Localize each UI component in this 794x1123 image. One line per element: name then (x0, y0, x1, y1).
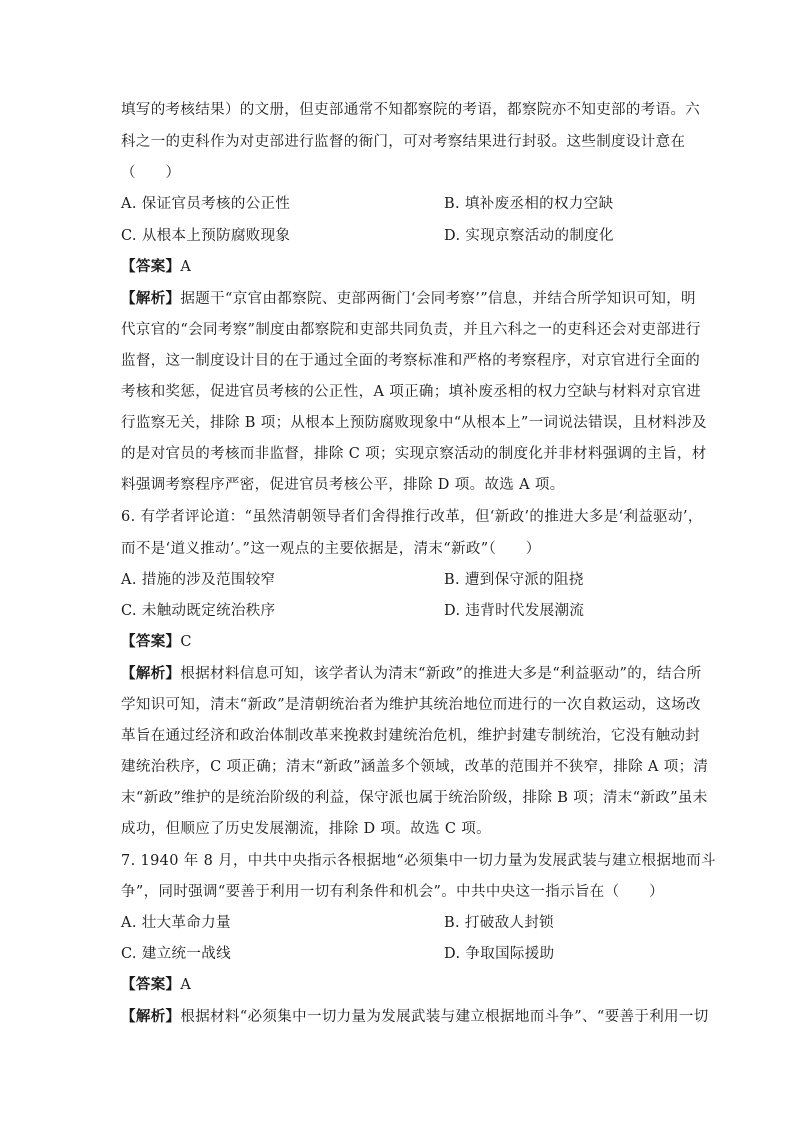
q5-option-b: B. 填补废丞相的权力空缺 (444, 196, 614, 212)
q5-analysis-line-2: 代京官的“会同考察”制度由都察院和吏部共同负责，并且六科之一的吏科还会对吏部进行 (121, 322, 701, 338)
q5-stem-line-3: （ ） (121, 165, 181, 181)
q5-analysis-line-4: 考核和奖惩，促进官员考核的公正性，A 项正确；填补废丞相的权力空缺与材料对京官进 (121, 384, 702, 400)
q6-option-c: C. 未触动既定统治秩序 (121, 603, 276, 619)
q5-answer-label: 【答案】 (121, 258, 181, 275)
q6-analysis-text-1: 根据材料信息可知，该学者认为清末“新政”的推进大多是“利益驱动”的，结合所 (180, 666, 702, 682)
q5-analysis-label: 【解析】 (121, 290, 181, 307)
q6-analysis-line-6: 成功，但顺应了历史发展潮流，排除 D 项。故选 C 项。 (121, 821, 491, 837)
q6-stem-line-2: 而不是‘道义推动’。”这一观点的主要依据是，清末“新政”（ ） (121, 541, 541, 557)
q5-stem-line-1: 填写的考核结果）的文册，但吏部通常不知都察院的考语，都察院亦不知吏部的考语。六 (121, 102, 701, 118)
q6-analysis-line-1 (121, 664, 702, 684)
q6-analysis-line-3: 革旨在通过经济和政治体制改革来挽救封建统治危机，维护封建专制统治，它没有触动封 (121, 728, 701, 744)
q6-analysis-label: 【解析】 (121, 665, 181, 682)
q5-option-d: D. 实现京察活动的制度化 (444, 228, 614, 244)
q5-answer-value: A (180, 259, 192, 275)
q7-stem-line-1: 7. 1940 年 8 月，中共中央指示各根据地“必须集中一切力量为发展武装与建立根据地而斗 (121, 853, 716, 869)
q7-analysis-label: 【解析】 (121, 1008, 181, 1025)
q5-option-a: A. 保证官员考核的公正性 (121, 196, 291, 212)
q6-answer (121, 632, 681, 652)
q5-analysis-line-7: 料强调考察程序严密，促进官员考核公平，排除 D 项。故选 A 项。 (121, 477, 565, 493)
q7-option-d: D. 争取国际援助 (444, 946, 555, 962)
q6-answer-value: C (180, 634, 192, 650)
q7-answer-value: A (180, 977, 192, 993)
q5-analysis-line-3: 监督，这一制度设计目的在于通过全面的考察标准和严格的考察程序，对京官进行全面的 (121, 353, 701, 369)
q6-analysis-line-5: 末“新政”维护的是统治阶级的利益，保守派也属于统治阶级，排除 B 项；清末“新政”虽未 (121, 790, 708, 806)
q6-option-a: A. 措施的涉及范围较窄 (121, 572, 276, 588)
q5-stem-line-2: 科之一的吏科作为对吏部进行监督的衙门，可对考察结果进行封驳。这些制度设计意在 (121, 134, 686, 150)
q7-stem-line-2: 争”，同时强调“要善于利用一切有利条件和机会”。中共中央这一指示旨在（ ） (121, 884, 665, 900)
q7-option-c: C. 建立统一战线 (121, 946, 231, 962)
q7-answer (121, 975, 681, 995)
q6-option-b: B. 遭到保守派的阻挠 (444, 572, 584, 588)
q6-analysis-line-2: 学知识可知，清末“新政”是清朝统治者为维护其统治地位而进行的一次自救运动，这场改 (121, 697, 701, 713)
q5-analysis-line-5: 行监察无关，排除 B 项；从根本上预防腐败现象中“从根本上”一词说法错误，且材料涉及 (121, 415, 707, 431)
q5-analysis-line-1 (121, 289, 696, 309)
q7-answer-label: 【答案】 (121, 976, 181, 993)
q5-option-c: C. 从根本上预防腐败现象 (121, 228, 291, 244)
q6-answer-label: 【答案】 (121, 633, 181, 650)
q5-analysis-text-1: 据题干“京官由都察院、吏部两衙门‘会同考察’”信息，并结合所学知识可知，明 (180, 291, 696, 307)
q7-analysis-text-1: 根据材料“必须集中一切力量为发展武装与建立根据地而斗争”、“要善于利用一切 (180, 1009, 709, 1025)
q7-option-a: A. 壮大革命力量 (121, 915, 231, 931)
q6-option-d: D. 违背时代发展潮流 (444, 603, 585, 619)
q7-option-b: B. 打破敌人封锁 (444, 915, 555, 931)
q7-analysis-line-1 (121, 1007, 709, 1027)
q6-stem-line-1: 6. 有学者评论道：“虽然清朝领导者们舍得推行改革，但‘新政’的推进大多是‘利益驱动’， (121, 509, 703, 525)
q5-analysis-line-6: 的是对官员的考核而非监督，排除 C 项；实现京察活动的制度化并非材料强调的主旨，材 (121, 446, 707, 462)
q5-answer (121, 257, 681, 277)
q6-analysis-line-4: 建统治秩序，C 项正确；清末“新政”涵盖多个领域，改革的范围并不狭窄，排除 A 项；清 (121, 759, 709, 775)
